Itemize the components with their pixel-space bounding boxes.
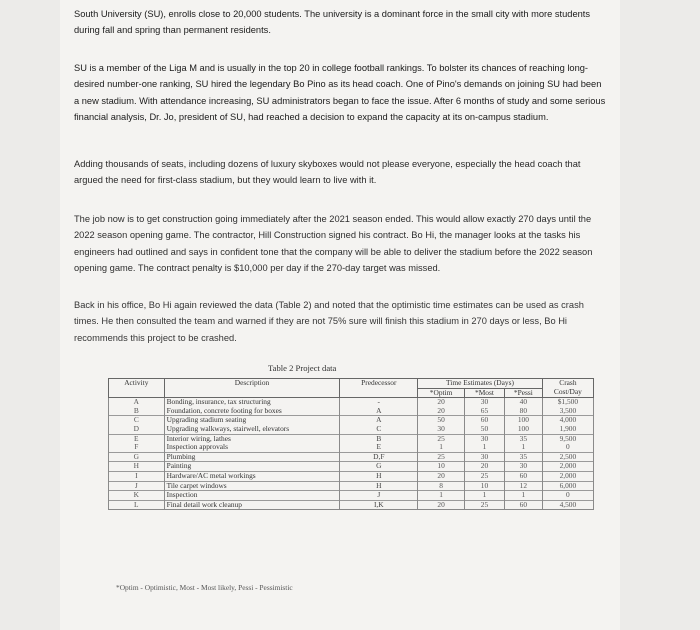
cell-activity: A <box>109 398 165 407</box>
cell-description: Final detail work cleanup <box>164 500 340 510</box>
cell-activity: K <box>109 491 165 501</box>
cell-description: Upgrading walkways, stairwell, elevators <box>164 425 340 434</box>
cell-predecessor: H <box>340 471 418 481</box>
header-activity: Activity <box>109 379 165 398</box>
cell-crash-cost: 0 <box>542 491 593 501</box>
cell-pessi: 100 <box>504 425 542 434</box>
paragraph-intro: South University (SU), enrolls close to 20,000 students. The university is a dominant force in the small city with more students during fall and spring than permanent residents. <box>74 9 591 36</box>
cell-description: Plumbing <box>164 452 340 462</box>
paragraph-construction: The job now is to get construction going immediately after the 2021 season ended. This would allow exactly 270 days until the 2022 season opening game. The contractor, Hill Construction signed his contract. Bo Hi, the manager looks at the tasks his engineers had outlined and says in confident tone that the company will be able to deliver the stadium before the 2022 season opening game. The contract penalty is $10,000 per day if the 270-day target was missed. <box>74 214 593 273</box>
header-time-estimates: Time Estimates (Days) <box>418 379 543 389</box>
cell-activity: G <box>109 452 165 462</box>
header-most: *Most <box>464 388 504 398</box>
table-row <box>109 481 594 491</box>
cell-pessi: 12 <box>504 481 542 491</box>
cell-description: Upgrading stadium seating <box>164 416 340 425</box>
table-caption <box>268 363 336 373</box>
cell-pessi: 80 <box>504 407 542 416</box>
cell-optim: 1 <box>418 443 465 452</box>
cell-predecessor: J <box>340 491 418 501</box>
cell-pessi: 35 <box>504 452 542 462</box>
cell-pessi: 60 <box>504 471 542 481</box>
cell-activity: J <box>109 481 165 491</box>
cell-crash-cost: 2,500 <box>542 452 593 462</box>
paragraph-crash: Back in his office, Bo Hi again reviewed the data (Table 2) and noted that the optimistic time estimates can be used as crash times. He then consulted the team and warned if they are not 75% sure will finish this stadium in 270 days or less, Bo Hi recommends this project to be crashed. <box>74 300 584 343</box>
cell-activity: L <box>109 500 165 510</box>
cell-activity: H <box>109 462 165 472</box>
cell-pessi: 40 <box>504 398 542 407</box>
cell-crash-cost: 3,500 <box>542 407 593 416</box>
table-row <box>109 452 594 462</box>
cell-optim: 8 <box>418 481 465 491</box>
cell-most: 60 <box>464 416 504 425</box>
cell-activity: D <box>109 425 165 434</box>
cell-most: 30 <box>464 452 504 462</box>
cell-most: 30 <box>464 398 504 407</box>
document-page <box>60 0 620 630</box>
header-pessi: *Pessi <box>504 388 542 398</box>
cell-optim: 30 <box>418 425 465 434</box>
cell-most: 50 <box>464 425 504 434</box>
cell-optim: 25 <box>418 452 465 462</box>
paragraph-stadium-decision: SU is a member of the Liga M and is usually in the top 20 in college football rankings. To bolster its chances of reaching long-desired number-one ranking, SU hired the legendary Bo Pino as its head coach. One of Pino's demands on joining SU had been a new stadium. With attendance increasing, SU administrators began to face the issue. After 6 months of study and some serious financial analysis, Dr. Jo, president of SU, had reached a decision to expand the capacity at its on-campus stadium. <box>74 63 606 122</box>
cell-most: 1 <box>464 443 504 452</box>
cell-predecessor: E <box>340 443 418 452</box>
cell-crash-cost: $1,500 <box>542 398 593 407</box>
header-crash-cost: Crash Cost/Day <box>542 379 593 398</box>
cell-optim: 20 <box>418 500 465 510</box>
cell-optim: 20 <box>418 407 465 416</box>
cell-predecessor: A <box>340 416 418 425</box>
cell-predecessor: G <box>340 462 418 472</box>
cell-most: 65 <box>464 407 504 416</box>
project-data-table <box>108 378 594 576</box>
cell-description: Inspection approvals <box>164 443 340 452</box>
cell-activity: I <box>109 471 165 481</box>
cell-activity: C <box>109 416 165 425</box>
table-row <box>109 416 594 425</box>
cell-crash-cost: 2,000 <box>542 462 593 472</box>
cell-activity: F <box>109 443 165 452</box>
table-row <box>109 398 594 407</box>
cell-most: 1 <box>464 491 504 501</box>
cell-predecessor: H <box>340 481 418 491</box>
cell-pessi: 60 <box>504 500 542 510</box>
cell-predecessor: I,K <box>340 500 418 510</box>
cell-crash-cost: 4,000 <box>542 416 593 425</box>
header-optim: *Optim <box>418 388 465 398</box>
cell-predecessor: C <box>340 425 418 434</box>
cell-activity: E <box>109 434 165 443</box>
table-row <box>109 462 594 472</box>
table-row <box>109 491 594 501</box>
header-description: Description <box>164 379 340 398</box>
cell-optim: 50 <box>418 416 465 425</box>
table-row <box>109 443 594 452</box>
cell-pessi: 35 <box>504 434 542 443</box>
cell-pessi: 1 <box>504 443 542 452</box>
cell-pessi: 30 <box>504 462 542 472</box>
cell-predecessor: A <box>340 407 418 416</box>
table-row <box>109 434 594 443</box>
cell-predecessor: B <box>340 434 418 443</box>
table-row <box>109 500 594 510</box>
cell-optim: 20 <box>418 471 465 481</box>
cell-predecessor: - <box>340 398 418 407</box>
cell-most: 30 <box>464 434 504 443</box>
cell-predecessor: D,F <box>340 452 418 462</box>
cell-description: Foundation, concrete footing for boxes <box>164 407 340 416</box>
cell-pessi: 100 <box>504 416 542 425</box>
cell-most: 25 <box>464 500 504 510</box>
cell-optim: 1 <box>418 491 465 501</box>
cell-description: Interior wiring, lathes <box>164 434 340 443</box>
table-row <box>109 425 594 434</box>
cell-description: Tile carpet windows <box>164 481 340 491</box>
table-row <box>109 471 594 481</box>
cell-crash-cost: 0 <box>542 443 593 452</box>
cell-optim: 20 <box>418 398 465 407</box>
cell-most: 25 <box>464 471 504 481</box>
cell-crash-cost: 9,500 <box>542 434 593 443</box>
cell-description: Bonding, insurance, tax structuring <box>164 398 340 407</box>
table-title: Table 2 Project data <box>268 363 337 373</box>
cell-most: 20 <box>464 462 504 472</box>
table-footnote: *Optim - Optimistic, Most - Most likely, Pessi - Pessimistic <box>116 583 293 592</box>
cell-crash-cost: 6,000 <box>542 481 593 491</box>
cell-activity: B <box>109 407 165 416</box>
table-row <box>109 407 594 416</box>
paragraph-skyboxes: Adding thousands of seats, including dozens of luxury skyboxes would not please everyone, especially the head coach that argued the need for first-class stadium, but they would learn to live with it. <box>74 159 581 186</box>
cell-optim: 25 <box>418 434 465 443</box>
cell-most: 10 <box>464 481 504 491</box>
cell-crash-cost: 1,900 <box>542 425 593 434</box>
cell-crash-cost: 4,500 <box>542 500 593 510</box>
cell-description: Painting <box>164 462 340 472</box>
header-predecessor: Predecessor <box>340 379 418 398</box>
cell-description: Hardware/AC metal workings <box>164 471 340 481</box>
cell-optim: 10 <box>418 462 465 472</box>
cell-crash-cost: 2,000 <box>542 471 593 481</box>
cell-description: Inspection <box>164 491 340 501</box>
cell-pessi: 1 <box>504 491 542 501</box>
